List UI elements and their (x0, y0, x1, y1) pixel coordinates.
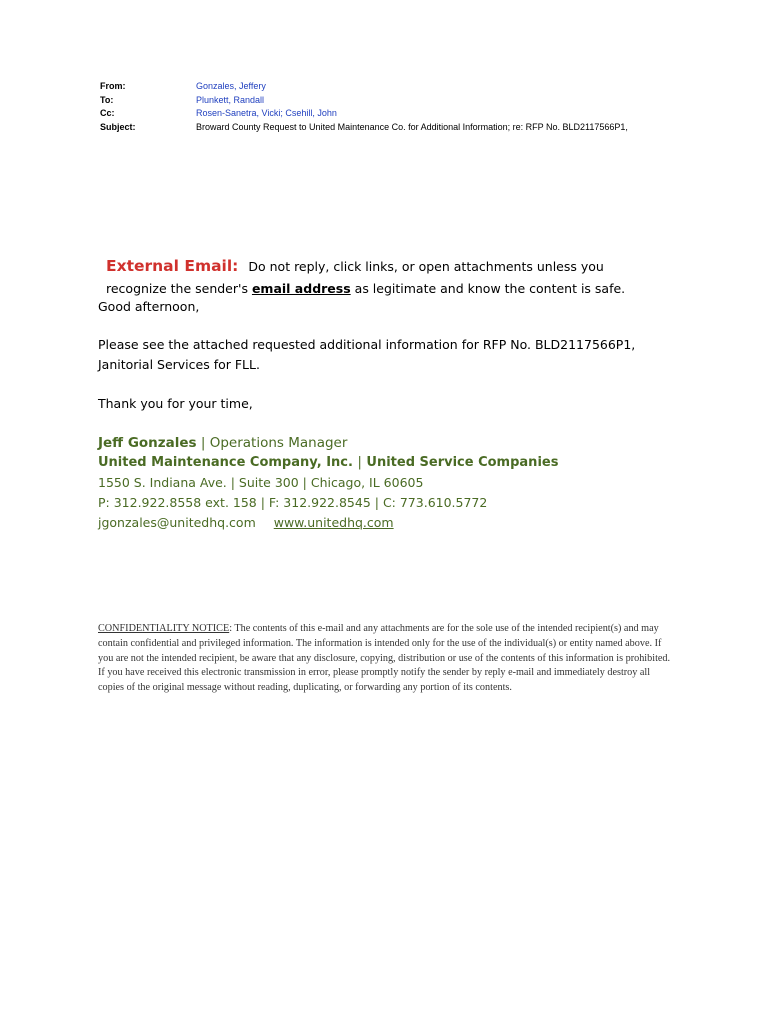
signature-company-sep: | (357, 455, 362, 470)
warning-text-1: Do not reply, click links, or open attachments unless you recognize the sender's (106, 259, 604, 296)
confidentiality-notice (98, 622, 673, 696)
header-row-to (100, 94, 628, 108)
email-header (100, 80, 628, 134)
signature (98, 433, 558, 533)
subject-label: Subject: (100, 121, 136, 132)
signature-name-line (98, 433, 558, 453)
signature-title: Operations Manager (209, 435, 348, 451)
signature-company-line (98, 453, 558, 473)
closing: Thank you for your time, (98, 396, 253, 411)
external-email-warning (106, 255, 666, 300)
to-label: To: (100, 94, 114, 105)
to-value[interactable]: Plunkett, Randall (196, 94, 265, 105)
header-row-cc (100, 107, 628, 121)
signature-website-link[interactable]: www.unitedhq.com (273, 515, 394, 530)
body-paragraph: Please see the attached requested additional information for RFP No. BLD2117566P1, Janitorial Services for FLL. (98, 337, 636, 372)
signature-company-2: United Service Companies (366, 455, 559, 470)
subject-value: Broward County Request to United Maintenance Co. for Additional Information; re: RFP No. BLD2117566P1, (196, 121, 628, 132)
warning-email-address: email address (251, 281, 351, 296)
warning-text-2: as legitimate and know the content is safe. (354, 281, 626, 296)
greeting: Good afternoon, (98, 299, 200, 314)
signature-email[interactable]: jgonzales@unitedhq.com (98, 515, 256, 530)
signature-name: Jeff Gonzales (98, 435, 197, 451)
notice-title: CONFIDENTIALITY NOTICE (98, 623, 230, 634)
cc-label: Cc: (100, 108, 115, 118)
signature-phones: P: 312.922.8558 ext. 158 | F: 312.922.8545 | C: 773.610.5772 (98, 495, 488, 510)
signature-sep: | (200, 435, 206, 451)
header-row-subject (100, 121, 628, 135)
signature-company-1: United Maintenance Company, Inc. (98, 455, 353, 470)
warning-title: External Email: (106, 257, 239, 275)
signature-contact-line (98, 513, 558, 533)
signature-address: 1550 S. Indiana Ave. | Suite 300 | Chicago, IL 60605 (98, 475, 424, 490)
notice-text: : The contents of this e-mail and any attachments are for the sole use of the intended recipient(s) and may contain confidential and privileged information. The information is intended only for the use of the individual(s) or entity named above. If you are not the intended recipient, be aware that any disclosure, copying, distribution or use of the contents of this information is prohibited. If you have received this electronic transmission in error, please promptly notify the sender by reply e-mail and immediately destroy all copies of the original message without reading, duplicating, or forwarding any portion of its contents. (98, 623, 671, 694)
cc-value[interactable]: Rosen-Sanetra, Vicki; Csehill, John (196, 108, 337, 118)
from-value[interactable]: Gonzales, Jeffery (196, 81, 266, 91)
header-row-from (100, 80, 628, 94)
from-label: From: (100, 81, 126, 91)
